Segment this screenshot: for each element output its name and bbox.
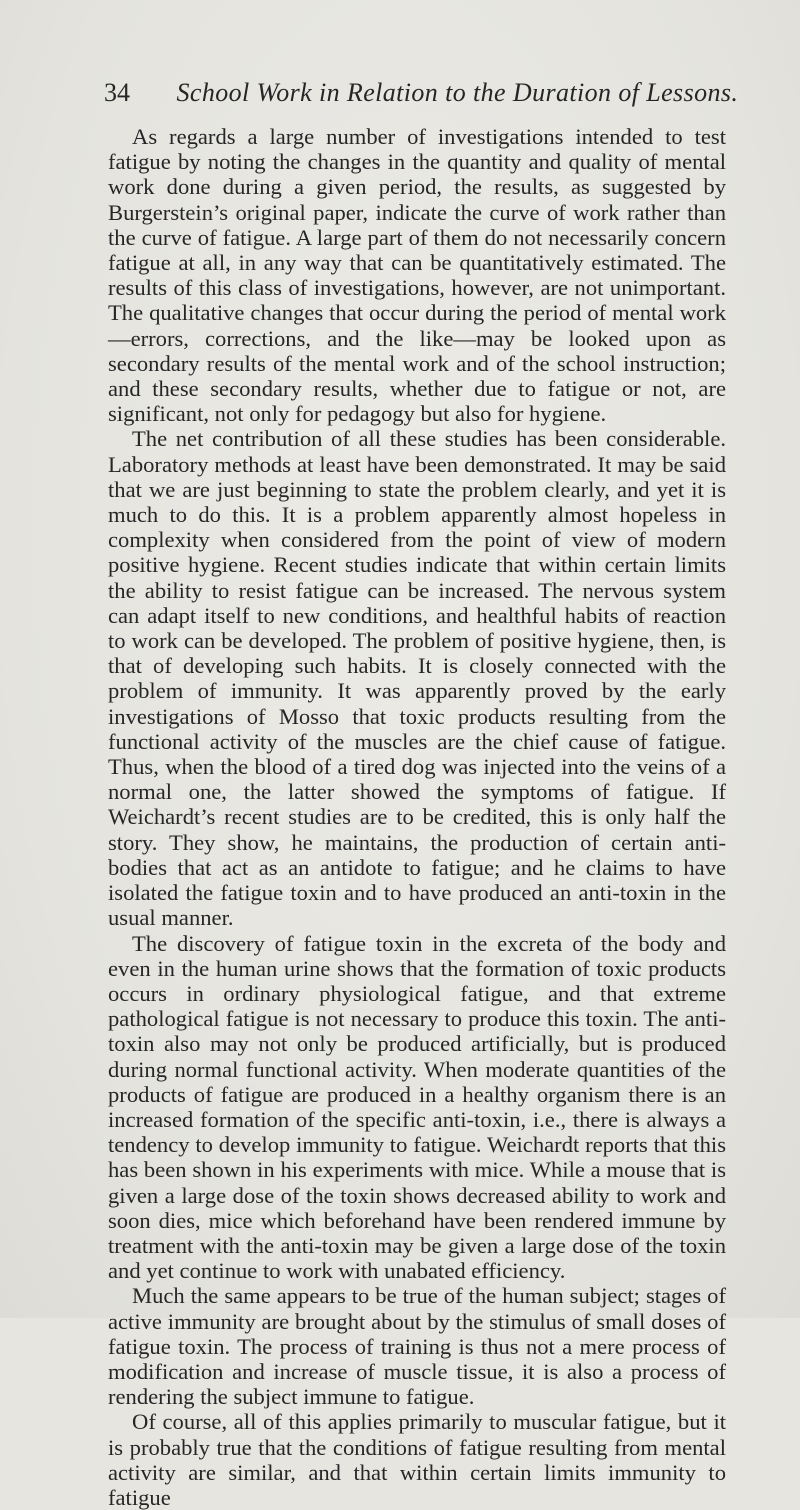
- paragraph: The net contribution of all these studies has been considerable. Laboratory methods at least have been demonstrated. It may be said that we are just beginning to state the problem clearly, and yet it is much to do this. It is a problem apparently almost hopeless in complexity when considered from the point of view of modern positive hygiene. Recent studies indicate that within certain limits the ability to resist fatigue can be increased. The nervous system can adapt itself to new conditions, and healthful habits of reaction to work can be developed. The problem of positive hygiene, then, is that of developing such habits. It is closely connected with the problem of immunity. It was apparently proved by the early investigations of Mosso that toxic products resulting from the functional activity of the muscles are the chief cause of fatigue. Thus, when the blood of a tired dog was injected into the veins of a normal one, the latter showed the symptoms of fatigue. If Weichardt’s recent studies are to be credited, this is only half the story. They show, he maintains, the production of certain anti-bodies that act as an antidote to fatigue; and he claims to have isolated the fatigue toxin and to have produced an anti-toxin in the usual manner.: [108, 426, 726, 931]
- paragraph: The discovery of fatigue toxin in the excreta of the body and even in the human urine shows that the formation of toxic products occurs in ordinary physiological fatigue, and that extreme pathological fatigue is not necessary to produce this toxin. The anti-toxin also may not only be produced artificially, but is produced during normal functional activity. When moderate quantities of the products of fatigue are produced in a healthy organism there is an increased formation of the specific anti-toxin, i.e., there is always a tendency to develop immunity to fatigue. Weichardt reports that this has been shown in his experiments with mice. While a mouse that is given a large dose of the toxin shows decreased ability to work and soon dies, mice which beforehand have been rendered immune by treatment with the anti-toxin may be given a large dose of the toxin and yet continue to work with unabated efficiency.: [108, 930, 726, 1284]
- page-number: 34: [104, 78, 130, 107]
- paragraph: As regards a large number of investigations intended to test fatigue by noting the changes in the quantity and quality of mental work done during a given period, the results, as suggested by Burgerstein’s original paper, indicate the curve of work rather than the curve of fatigue. A large part of them do not necessarily concern fatigue at all, in any way that can be quantitatively estimated. The results of this class of investigations, however, are not unimportant. The qualitative changes that occur during the period of mental work—errors, corrections, and the like—may be looked upon as secondary results of the mental work and of the school instruction; and these secondary results, whether due to fatigue or not, are significant, not only for pedagogy but also for hygiene.: [108, 124, 726, 427]
- paragraph: Of course, all of this applies primarily to muscular fatigue, but it is probably true that the conditions of fatigue resulting from mental activity are similar, and that within certain limits immunity to fatigue: [108, 1409, 726, 1510]
- paragraph: Much the same appears to be true of the human subject; stages of active immunity are brought about by the stimulus of small doses of fatigue toxin. The process of training is thus not a mere process of modification and increase of muscle tissue, it is also a process of rendering the subject immune to fatigue.: [108, 1283, 726, 1410]
- body-text: [108, 124, 726, 1510]
- running-title: School Work in Relation to the Duration of Lessons.: [176, 78, 739, 107]
- running-head: [104, 78, 739, 108]
